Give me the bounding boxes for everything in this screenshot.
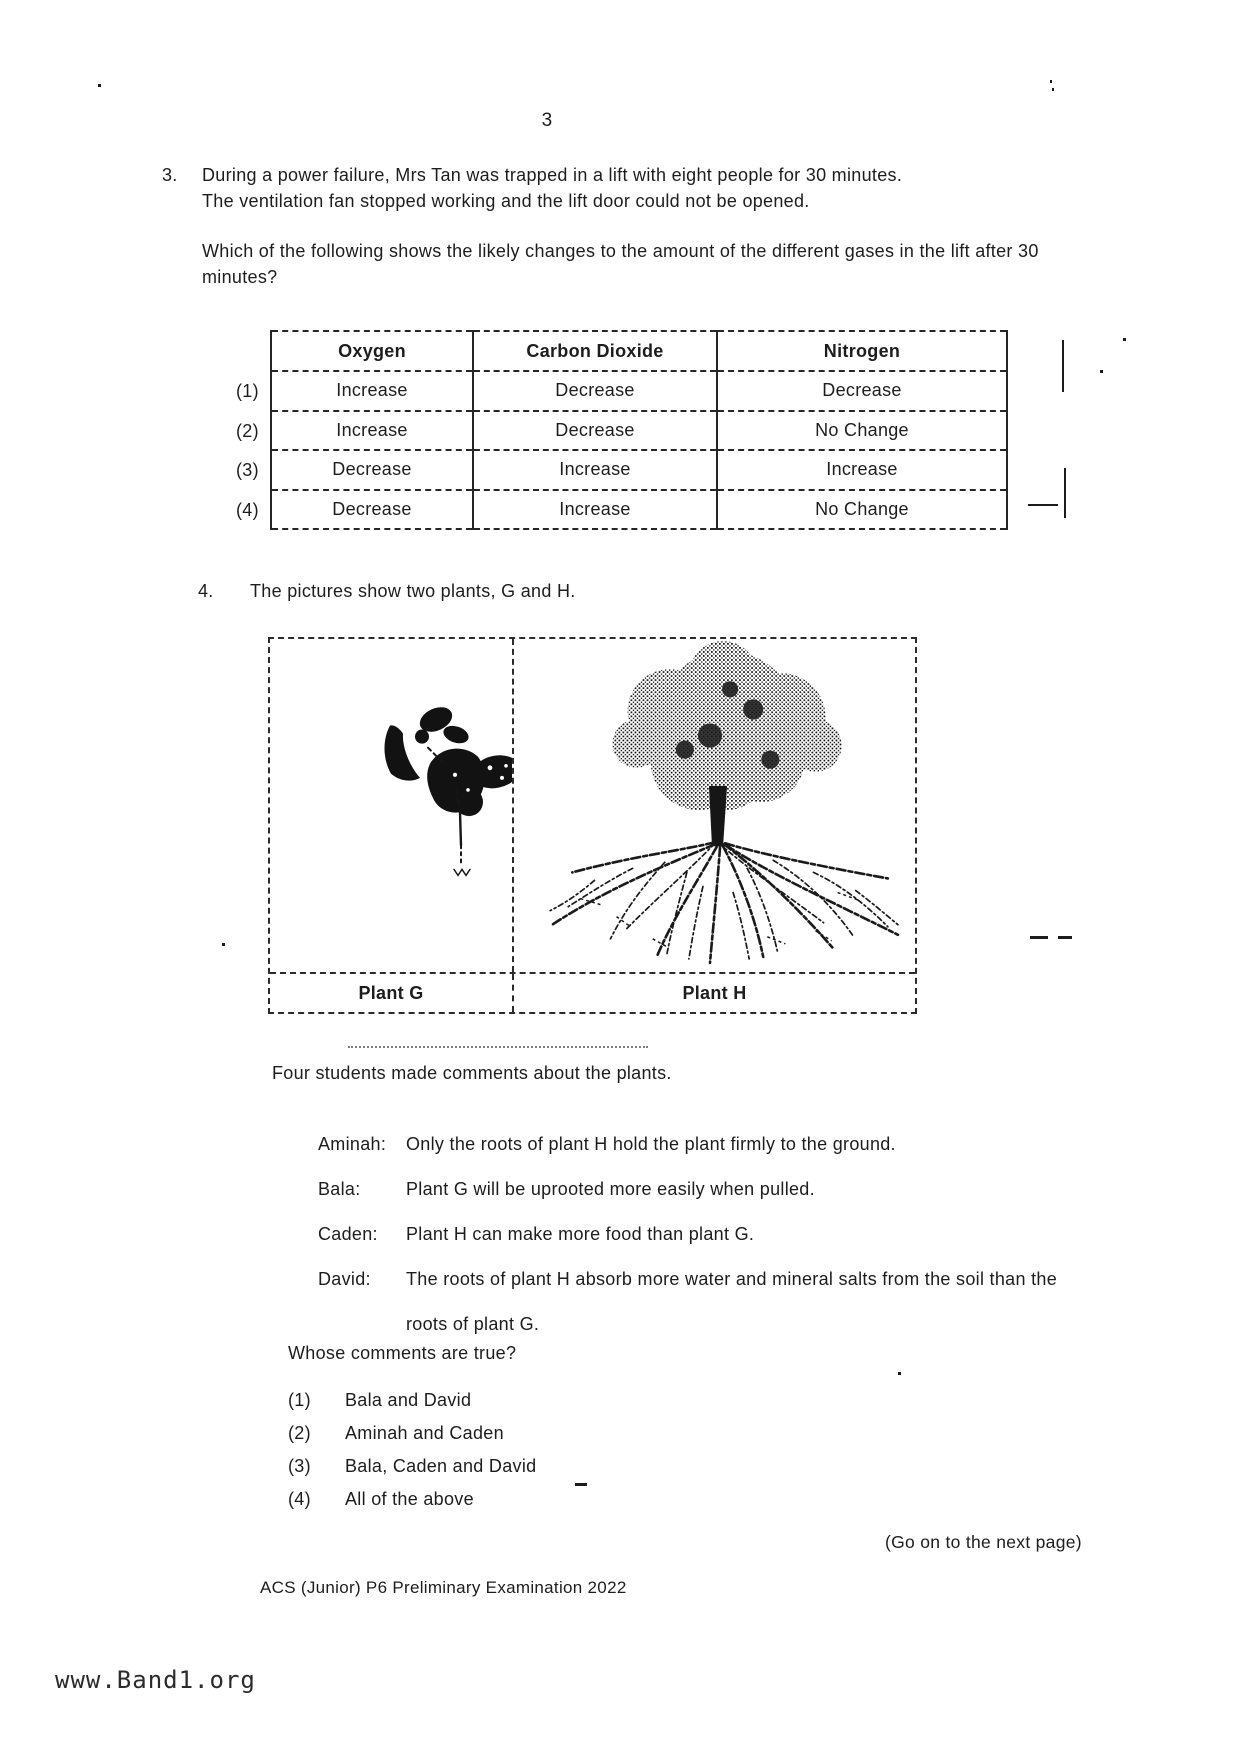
scan-noise-dot <box>222 943 225 946</box>
option-text: Aminah and Caden <box>345 1423 504 1443</box>
comments-intro: Four students made comments about the plants. <box>272 1063 672 1083</box>
table-cell: No Change <box>717 490 1007 530</box>
go-on-note: (Go on to the next page) <box>885 1532 1082 1552</box>
option-label: (1) <box>288 1390 311 1410</box>
scan-noise-line <box>575 1483 587 1486</box>
question-3-body <box>202 162 1052 290</box>
question-3-intro-line-1: During a power failure, Mrs Tan was trapped in a lift with eight people for 30 minutes. <box>202 165 903 185</box>
question-4-number: 4. <box>198 581 214 601</box>
scan-noise-dots <box>348 1046 648 1048</box>
scan-noise-dot <box>898 1372 901 1375</box>
option-label: (4) <box>288 1489 311 1509</box>
table-row <box>271 450 1007 490</box>
option-4 <box>288 1483 536 1516</box>
column-header-nitrogen: Nitrogen <box>717 331 1007 371</box>
gas-table <box>270 330 1008 530</box>
plant-h-panel <box>514 639 915 972</box>
option-2 <box>288 1417 536 1450</box>
option-label: (1) <box>236 381 259 402</box>
plant-g-drawing <box>270 639 512 972</box>
question-4-intro: The pictures show two plants, G and H. <box>250 581 576 601</box>
plants-figure <box>268 637 917 1014</box>
table-cell: Decrease <box>271 450 473 490</box>
question-3-prompt: Which of the following shows the likely changes to the amount of the different gases in the lift after 30 minutes? <box>202 241 1039 287</box>
table-cell: Increase <box>271 371 473 411</box>
scan-noise-dot <box>1052 88 1054 91</box>
column-header-carbon-dioxide: Carbon Dioxide <box>473 331 717 371</box>
watermark: www.Band1.org <box>55 1666 256 1694</box>
comment-bala <box>318 1167 1066 1212</box>
table-cell: Increase <box>271 411 473 451</box>
option-label: (4) <box>236 499 259 520</box>
option-text: All of the above <box>345 1489 474 1509</box>
question-4-prompt: Whose comments are true? <box>288 1343 517 1363</box>
option-1 <box>288 1384 536 1417</box>
scan-noise-dot <box>1123 338 1126 341</box>
table-row <box>271 490 1007 530</box>
scan-noise-line <box>1028 504 1058 506</box>
question-3-number: 3. <box>162 165 178 185</box>
scan-noise-line <box>1062 340 1064 392</box>
scan-noise-dot <box>1050 80 1052 83</box>
question-3-intro-line-2: The ventilation fan stopped working and the lift door could not be opened. <box>202 191 810 211</box>
student-name: Caden: <box>318 1224 378 1244</box>
student-comment-text: Plant H can make more food than plant G. <box>406 1224 755 1244</box>
option-text: Bala, Caden and David <box>345 1456 537 1476</box>
table-cell: Decrease <box>473 411 717 451</box>
option-3 <box>288 1450 536 1483</box>
table-cell: Increase <box>473 490 717 530</box>
plant-g-panel <box>270 639 514 972</box>
student-comment-text: Plant G will be uprooted more easily when pulled. <box>406 1179 815 1199</box>
option-label: (3) <box>288 1456 311 1476</box>
table-cell: Increase <box>717 450 1007 490</box>
comment-caden <box>318 1212 1066 1257</box>
option-label: (2) <box>236 420 259 441</box>
comment-david <box>318 1257 1066 1347</box>
gas-table-block <box>236 330 1008 530</box>
table-row <box>271 411 1007 451</box>
option-label: (2) <box>288 1423 311 1443</box>
student-name: David: <box>318 1269 371 1289</box>
column-header-oxygen: Oxygen <box>271 331 473 371</box>
table-cell: Increase <box>473 450 717 490</box>
student-name: Bala: <box>318 1179 361 1199</box>
question-4 <box>198 578 576 604</box>
scan-noise-line <box>1058 936 1072 939</box>
table-cell: Decrease <box>473 371 717 411</box>
figure-label-row <box>270 972 915 1012</box>
student-comment-text: The roots of plant H absorb more water and mineral salts from the soil than the roots of plant G. <box>406 1269 1058 1334</box>
scan-noise-dot <box>98 84 101 87</box>
student-comments <box>318 1122 1066 1347</box>
scan-noise-dot <box>1100 370 1103 373</box>
plant-g-label: Plant G <box>270 974 514 1012</box>
table-cell: Decrease <box>271 490 473 530</box>
student-comment-text: Only the roots of plant H hold the plant firmly to the ground. <box>406 1134 896 1154</box>
tree-roots <box>552 842 898 963</box>
page-footer: ACS (Junior) P6 Preliminary Examination 2022 <box>260 1578 627 1597</box>
comment-aminah <box>318 1122 1066 1167</box>
tree-trunk <box>709 786 727 846</box>
plant-h-drawing <box>514 639 915 972</box>
gas-table-row-labels <box>236 330 270 530</box>
page-number: 3 <box>541 110 553 131</box>
scan-noise-line <box>1064 468 1066 518</box>
table-row <box>271 371 1007 411</box>
answer-options <box>288 1384 536 1516</box>
option-label: (3) <box>236 460 259 481</box>
table-cell: Decrease <box>717 371 1007 411</box>
scan-noise-line <box>1030 936 1048 939</box>
question-3 <box>162 162 1052 290</box>
table-header-row <box>271 331 1007 371</box>
student-name: Aminah: <box>318 1134 387 1154</box>
plant-h-label: Plant H <box>682 982 747 1003</box>
option-text: Bala and David <box>345 1390 472 1410</box>
figure-panels <box>270 639 915 972</box>
table-cell: No Change <box>717 411 1007 451</box>
